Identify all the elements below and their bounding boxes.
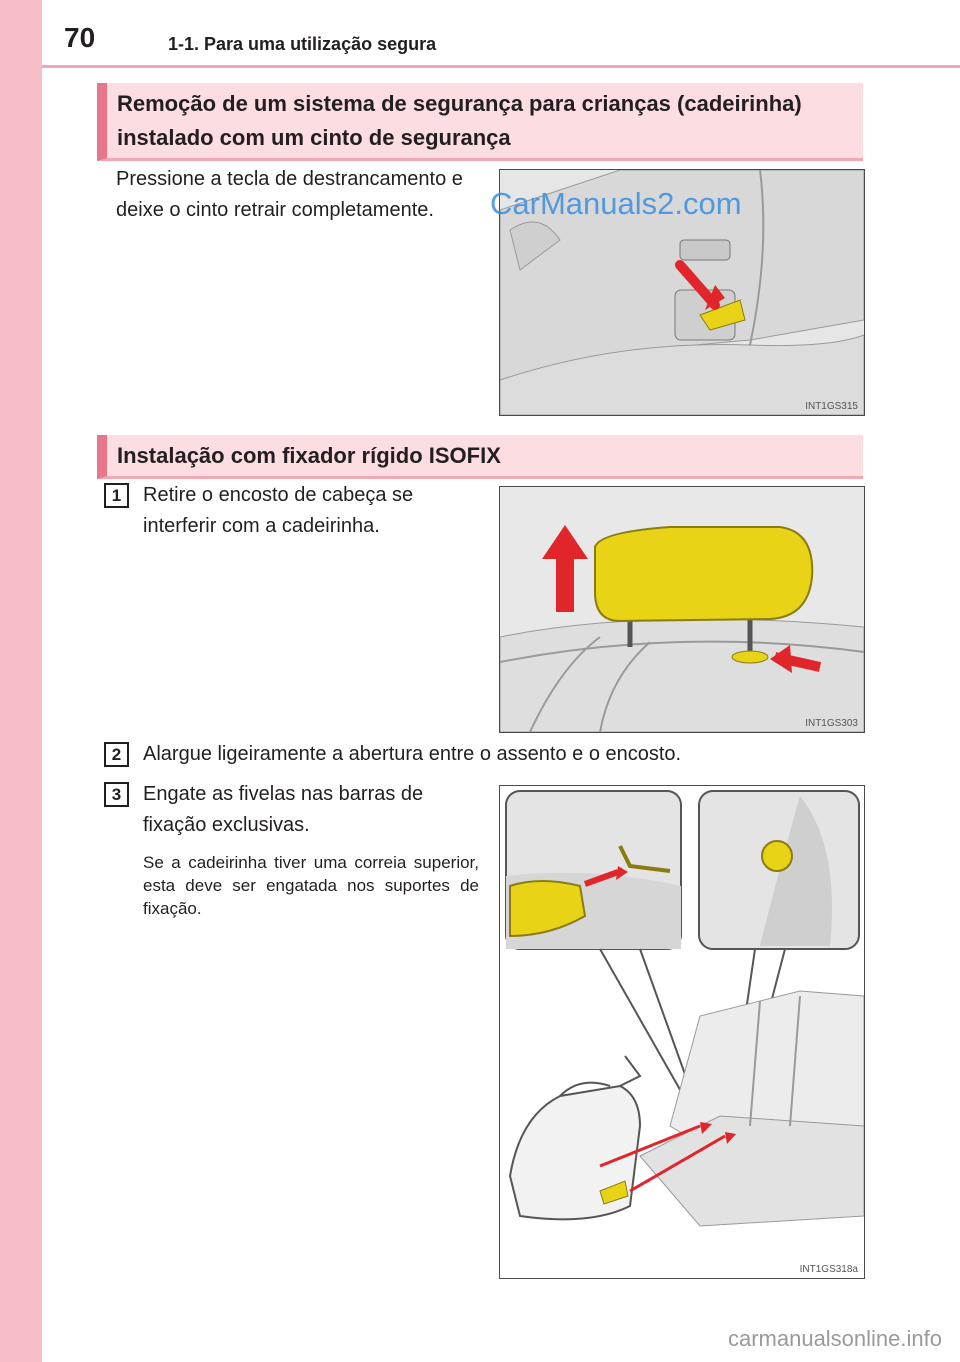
running-header: 1-1. Para uma utilização segura bbox=[168, 34, 437, 54]
figure-headrest-removal bbox=[499, 486, 865, 733]
header-rule bbox=[42, 65, 960, 68]
isofix-illustration bbox=[500, 786, 864, 1278]
removal-instruction: Pressione a tecla de destrancamento e deixe o cinto retrair completamente. bbox=[116, 168, 463, 221]
section-heading-isofix: Instalação com fixador rígido ISOFIX bbox=[97, 435, 863, 479]
step-3-note: Se a cadeirinha tiver uma correia superior, esta deve ser engatada nos suportes de fixação. bbox=[143, 853, 479, 918]
side-color-band bbox=[0, 0, 42, 1362]
section-heading-removal: Remoção de um sistema de segurança para crianças (cadeirinha) instalado com um cinto de segurança bbox=[97, 83, 863, 161]
page-number: 70 bbox=[64, 22, 96, 53]
watermark-text: CarManuals2.com bbox=[490, 186, 742, 221]
step-3-text: Engate as fivelas nas barras de fixação exclusivas. bbox=[143, 783, 424, 836]
step-2-text: Alargue ligeiramente a abertura entre o assento e o encosto. bbox=[143, 743, 682, 765]
figure-code: INT1GS315 bbox=[805, 401, 858, 412]
figure-code: INT1GS318a bbox=[799, 1264, 858, 1275]
figure-code: INT1GS303 bbox=[805, 718, 858, 729]
step-number-3: 3 bbox=[104, 782, 129, 807]
footer-watermark: carmanualsonline.info bbox=[727, 1326, 942, 1351]
figure-isofix-installation bbox=[499, 785, 865, 1279]
step-number-2: 2 bbox=[104, 742, 129, 767]
step-1-text: Retire o encosto de cabeça se interferir com a cadeirinha. bbox=[143, 484, 414, 537]
headrest-illustration bbox=[500, 487, 864, 732]
step-number-1: 1 bbox=[104, 483, 129, 508]
